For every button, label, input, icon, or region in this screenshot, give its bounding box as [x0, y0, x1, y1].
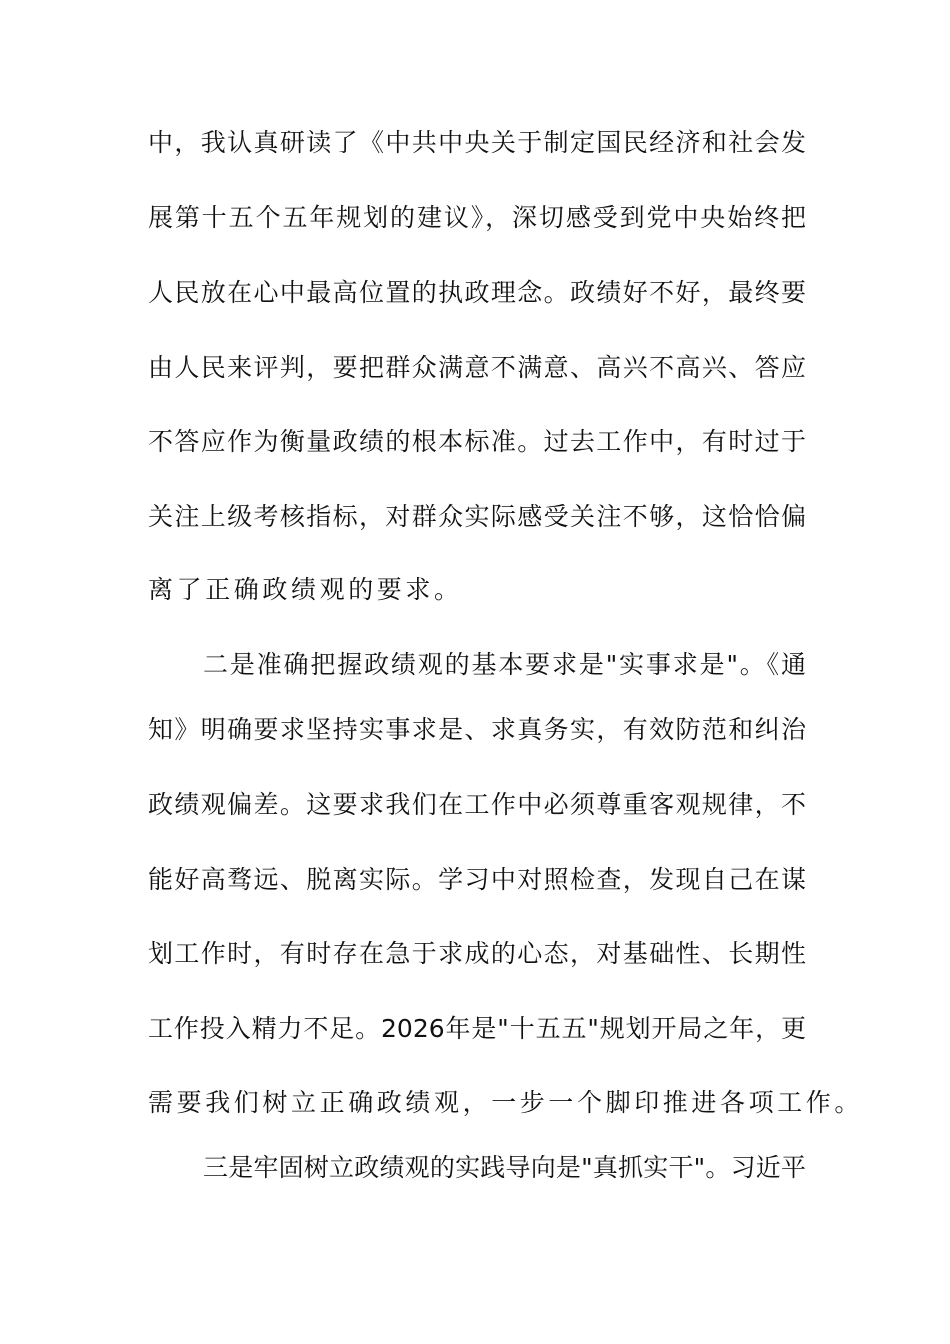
text-line: 划工作时，有时存在急于求成的心态，对基础性、长期性 — [148, 939, 806, 968]
text-line: 人民放在心中最高位置的执政理念。政绩好不好，最终要 — [148, 278, 806, 307]
text-line: 政绩观偏差。这要求我们在工作中必须尊重客观规律，不 — [148, 790, 806, 819]
paragraph-start-line: 三是牢固树立政绩观的实践导向是"真抓实干"。习近平 — [203, 1153, 806, 1182]
text-line: 关注上级考核指标，对群众实际感受关注不够，这恰恰偏 — [148, 502, 806, 531]
text-line: 需要我们树立正确政绩观，一步一个脚印推进各项工作。 — [148, 1088, 864, 1117]
text-line: 工作投入精力不足。2026年是"十五五"规划开局之年，更 — [148, 1014, 806, 1043]
text-line: 不答应作为衡量政绩的根本标准。过去工作中，有时过于 — [148, 427, 806, 456]
text-line: 能好高骛远、脱离实际。学习中对照检查，发现自己在谋 — [148, 865, 806, 894]
text-line: 离了正确政绩观的要求。 — [148, 575, 463, 604]
text-line: 由人民来评判，要把群众满意不满意、高兴不高兴、答应 — [148, 353, 806, 382]
paragraph-start-line: 二是准确把握政绩观的基本要求是"实事求是"。《通 — [203, 650, 806, 679]
text-line: 展第十五个五年规划的建议》，深切感受到党中央始终把 — [148, 203, 806, 232]
text-line: 知》明确要求坚持实事求是、求真务实，有效防范和纠治 — [148, 715, 806, 744]
text-line: 中，我认真研读了《中共中央关于制定国民经济和社会发 — [148, 128, 806, 157]
